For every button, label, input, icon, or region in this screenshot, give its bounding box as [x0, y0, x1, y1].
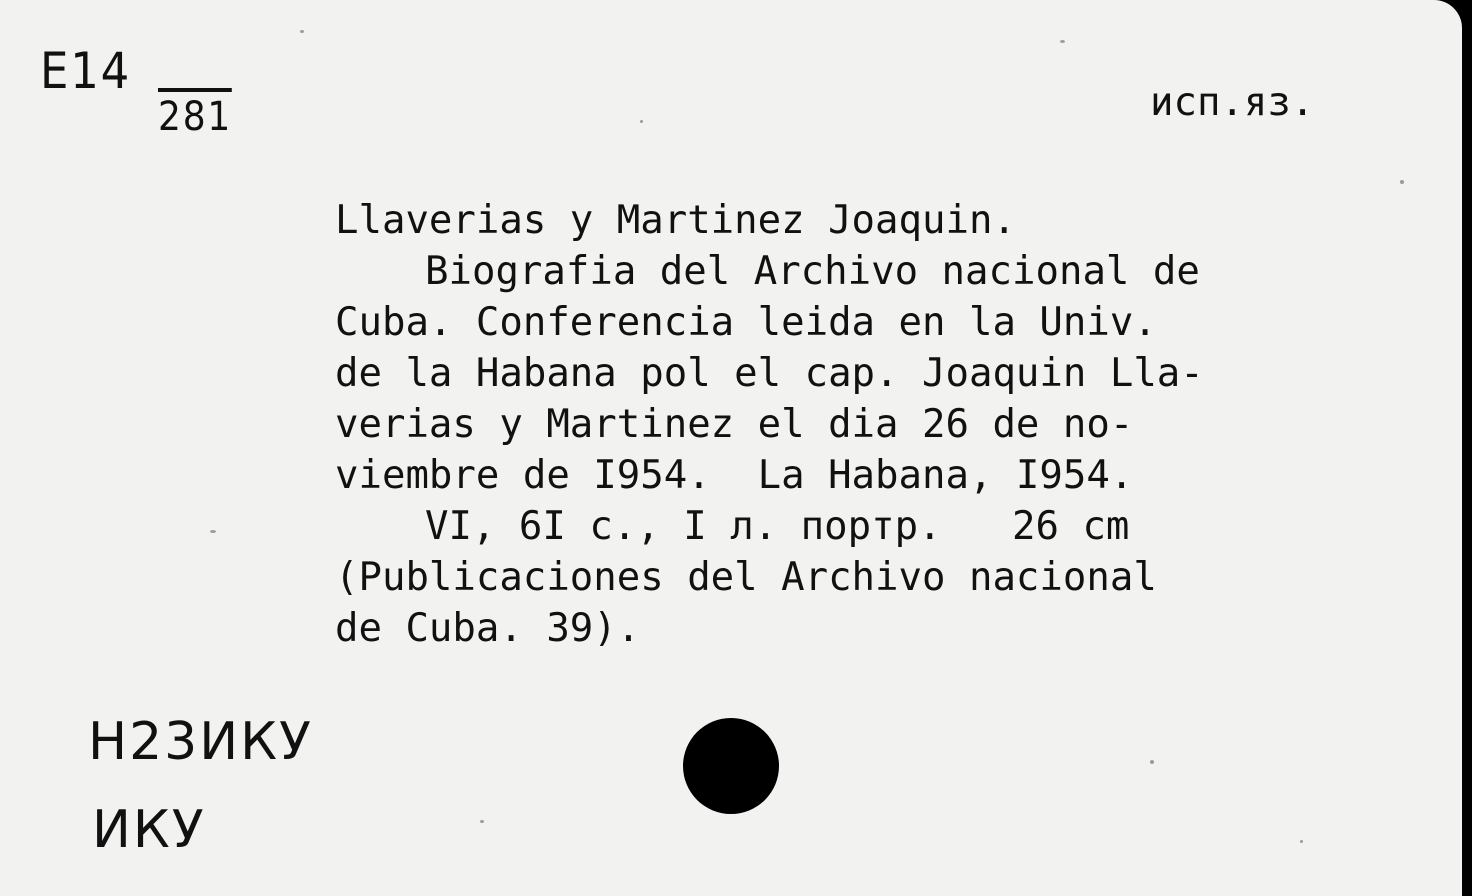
entry-line: Biografia del Archivo nacional de — [425, 249, 1200, 294]
subject-code-2: ИКУ — [92, 800, 206, 860]
bibliographic-entry — [335, 195, 1455, 654]
entry-line: Llaverias y Martinez Joaquin. — [335, 198, 1016, 243]
shelfmark-top: E14 — [40, 42, 132, 100]
entry-line: (Publicaciones del Archivo nacional — [335, 555, 1157, 600]
entry-line: de Cuba. 39). — [335, 606, 641, 651]
entry-line: viembre de I954. La Habana, I954. — [335, 453, 1134, 498]
entry-line: verias y Martinez el dia 26 de no- — [335, 402, 1134, 447]
punch-hole — [683, 718, 779, 814]
entry-line: Cuba. Conferencia leida en la Univ. — [335, 300, 1157, 345]
subject-code-1: H23ИКУ — [88, 712, 313, 772]
scan-border — [1462, 0, 1472, 896]
entry-line: VI, 6I c., I л. портр. 26 cm — [425, 504, 1130, 549]
shelfmark-bottom: 281 — [158, 88, 232, 140]
language-label: исп.яз. — [1150, 80, 1315, 125]
entry-line: de la Habana pol el cap. Joaquin Lla- — [335, 351, 1204, 396]
